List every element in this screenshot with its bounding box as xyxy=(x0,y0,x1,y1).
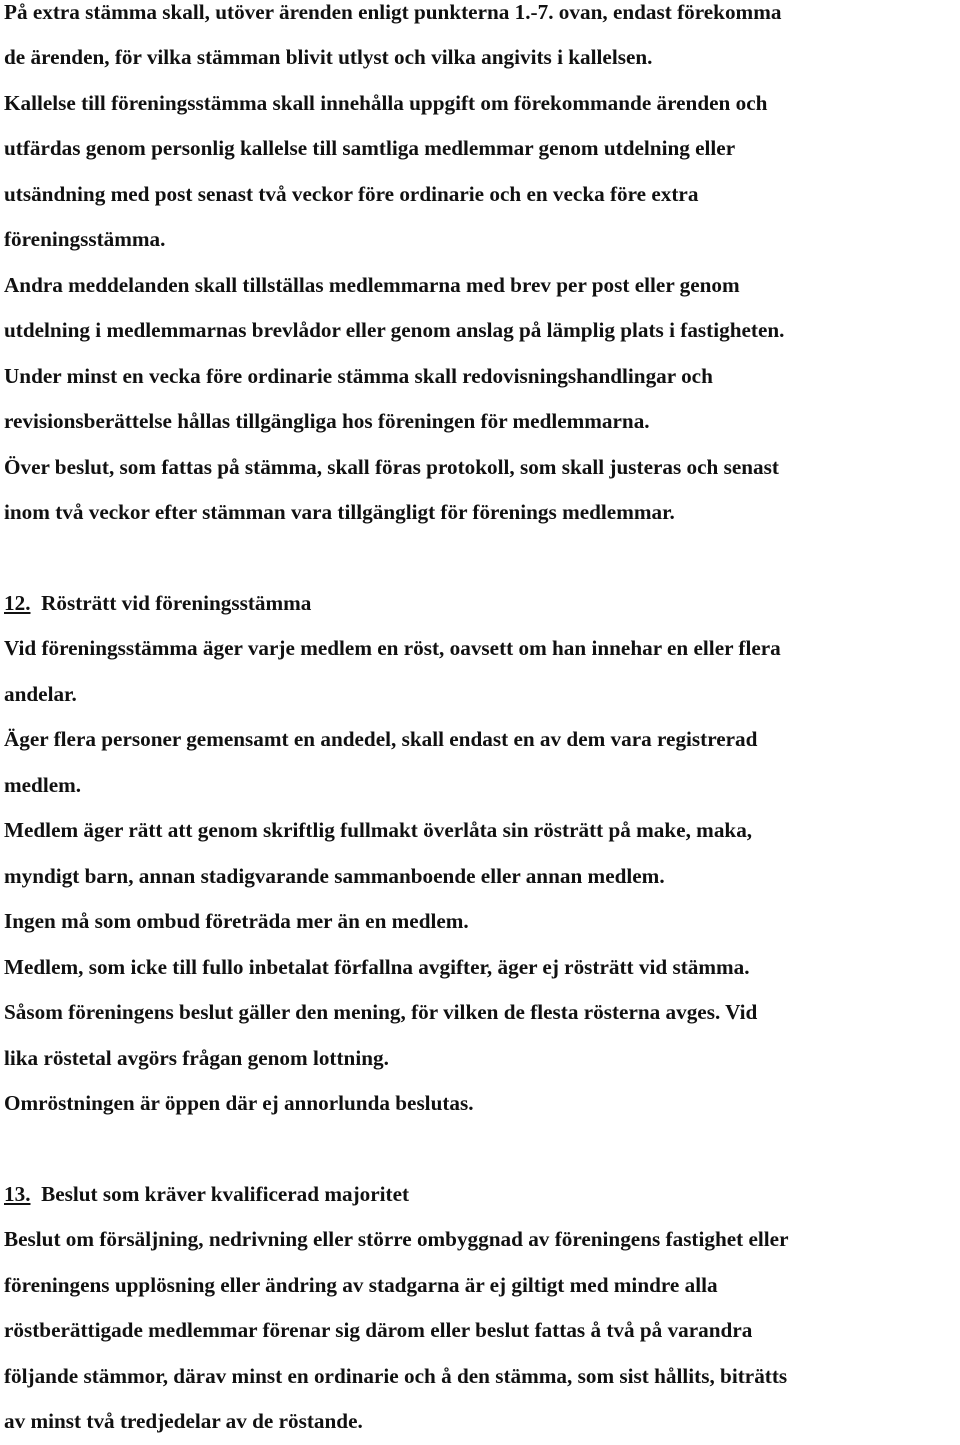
section-13-number: 13. xyxy=(4,1181,31,1206)
text-line: Andra meddelanden skall tillställas medlemmarna med brev per post eller genom xyxy=(4,272,740,297)
text-line: Beslut om försäljning, nedrivning eller större ombyggnad av föreningens fastighet eller xyxy=(4,1227,789,1251)
section-12-heading xyxy=(4,581,789,627)
text-line: föreningsstämma. xyxy=(4,227,166,251)
text-line: revisionsberättelse hållas tillgängliga hos föreningen för medlemmarna. xyxy=(4,409,650,433)
text-line: utfärdas genom personlig kallelse till samtliga medlemmar genom utdelning eller xyxy=(4,136,736,160)
text-line: Medlem äger rätt att genom skriftlig fullmakt överlåta sin rösträtt på make, maka, xyxy=(4,818,753,842)
text-line: Medlem, som icke till fullo inbetalat förfallna avgifter, äger ej rösträtt vid stämma. xyxy=(4,954,750,979)
text-line: myndigt barn, annan stadigvarande sammanboende eller annan medlem. xyxy=(4,863,665,888)
text-line: Vid föreningsstämma äger varje medlem en röst, oavsett om han innehar en eller flera xyxy=(4,636,781,660)
section-13-title: Beslut som kräver kvalificerad majoritet xyxy=(41,1181,410,1206)
text-line: Äger flera personer gemensamt en andedel, skall endast en av dem vara registrerad xyxy=(4,727,758,751)
text-line: Omröstningen är öppen där ej annorlunda beslutas. xyxy=(4,1091,474,1115)
text-line: medlem. xyxy=(4,772,82,797)
text-line: Ingen må som ombud företräda mer än en medlem. xyxy=(4,909,469,933)
text-line: Kallelse till föreningsstämma skall innehålla uppgift om förekommande ärenden och xyxy=(4,90,768,115)
text-line: följande stämmor, därav minst en ordinarie och å den stämma, som sist hållits, biträtts xyxy=(4,1363,788,1388)
text-line: På extra stämma skall, utöver ärenden enligt punkterna 1.-7. ovan, endast förekomma xyxy=(4,0,782,24)
spacer xyxy=(4,536,789,581)
text-line: Såsom föreningens beslut gäller den mening, för vilken de flesta rösterna avges. Vid xyxy=(4,1000,758,1024)
text-line: lika röstetal avgörs frågan genom lottning. xyxy=(4,1045,389,1070)
text-line: de ärenden, för vilka stämman blivit utlyst och vilka angivits i kallelsen. xyxy=(4,45,653,69)
section-12-number: 12. xyxy=(4,590,31,615)
paragraph-block xyxy=(4,35,789,1445)
text-line: Över beslut, som fattas på stämma, skall föras protokoll, som skall justeras och senast xyxy=(4,454,779,479)
section-13-heading xyxy=(4,1172,789,1218)
text-line: utdelning i medlemmarnas brevlådor eller genom anslag på lämplig plats i fastigheten. xyxy=(4,318,785,342)
spacer xyxy=(4,1127,789,1172)
text-line: andelar. xyxy=(4,681,77,706)
text-line: utsändning med post senast två veckor före ordinarie och en vecka före extra xyxy=(4,181,699,206)
text-line: av minst två tredjedelar av de röstande. xyxy=(4,1409,363,1433)
text-line: inom två veckor efter stämman vara tillgängligt för förenings medlemmar. xyxy=(4,500,675,524)
text-line: Under minst en vecka före ordinarie stämma skall redovisningshandlingar och xyxy=(4,363,713,388)
text-line: föreningens upplösning eller ändring av stadgarna är ej giltigt med mindre alla xyxy=(4,1272,718,1297)
section-12-title: Rösträtt vid föreningsstämma xyxy=(41,590,312,615)
text-line: röstberättigade medlemmar förenar sig därom eller beslut fattas å två på varandra xyxy=(4,1318,753,1342)
